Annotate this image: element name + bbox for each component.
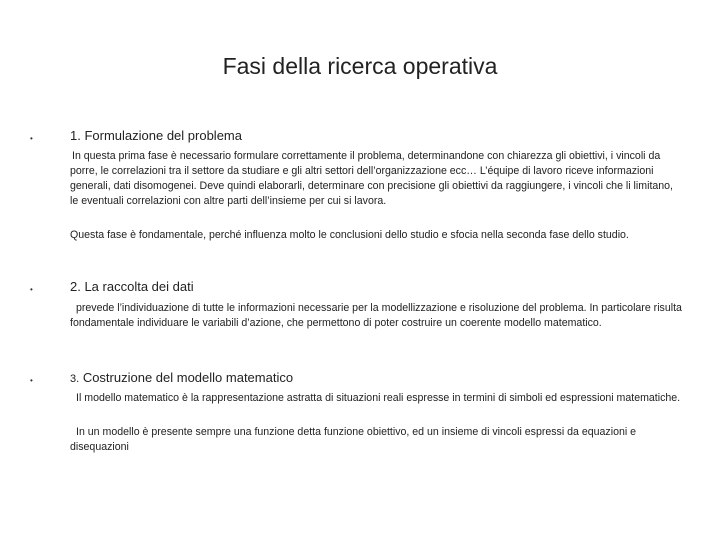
item-paragraph: Il modello matematico è la rappresentazione astratta di situazioni reali espresse in termini di simboli ed espressioni matematiche.: [76, 392, 681, 404]
item-paragraph: In questa prima fase è necessario formulare correttamente il problema, determinandone con chiarezza gli obiettivi, i vincoli da porre, le correlazioni tra il settore da studiare e gli altri settori dell’organizzazione ecc… L’équipe di lavoro riceve informazioni generali, dati disomogenei. Deve quindi elaborarli, determinare con precisione gli obiettivi da raggiungere, i vincoli che li limitano, le eventuali correlazioni con altre parti dell’insieme per cui si lavora.: [70, 150, 674, 207]
bullet-marker: •: [30, 285, 33, 294]
item-heading-text: Costruzione del modello matematico: [82, 370, 294, 385]
item-paragraph: Questa fase è fondamentale, perché influenza molto le conclusioni dello studio e sfocia nella seconda fase dello studio.: [70, 229, 629, 241]
item-heading: 1. Formulazione del problema: [70, 128, 242, 143]
item-paragraph: prevede l’individuazione di tutte le informazioni necessarie per la modellizzazione e risoluzione del problema. In particolare risulta fondamentale individuare le variabili d’azione, che permettono di poter costruire un coerente modello matematico.: [70, 302, 682, 329]
item-heading-number: 3.: [70, 373, 80, 385]
bullet-marker: •: [30, 376, 33, 385]
item-heading: [70, 370, 293, 385]
item-heading: 2. La raccolta dei dati: [70, 279, 194, 294]
slide-title: Fasi della ricerca operativa: [222, 53, 498, 79]
bullet-marker: •: [30, 134, 33, 143]
item-paragraph: In un modello è presente sempre una funzione detta funzione obiettivo, ed un insieme di vincoli espressi da equazioni e disequazioni: [70, 426, 637, 453]
